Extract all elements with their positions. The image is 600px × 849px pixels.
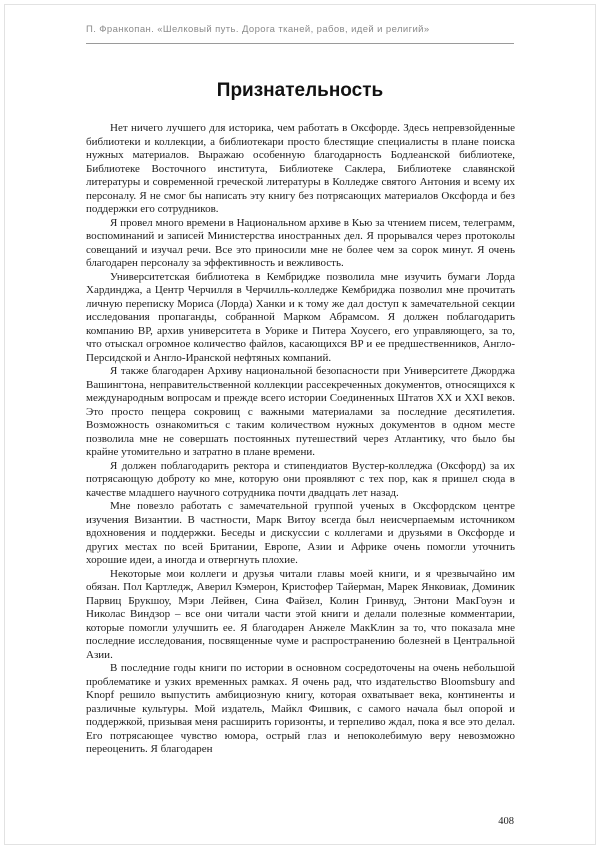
chapter-title: Признательность [216, 80, 384, 101]
page-number: 408 [498, 816, 514, 827]
paragraph-2: Я провел много времени в Национальном архиве в Кью за чтением писем, телеграмм, воспоминаний и записей Министерства иностранных дел. Я прорывался через протоколы совещаний и изучал речи. Все это приносили мне не более чем за сорок минут. Я очень благодарен персоналу за эффективность и вежливость. [86, 216, 515, 269]
header-rule [86, 43, 514, 44]
paragraph-3: Университетская библиотека в Кембридже позволила мне изучить бумаги Лорда Хардинджа, а Центр Черчилля в Черчилль-колледже Кембриджа позволил мне прочитать личную переписку Мориса (Лорда) Ханки и к тому же дал доступ к замечательной секции исследования пропаганды, собранной Марком Абрамсом. Я должен поблагодарить компанию BP, архив университета в Уорике и Питера Хоусего, его управляющего, за то, что отыскал огромное количество файлов, касающихся BP и ее предшественников, Англо-Персидской и Англо-Иранской нефтяных компаний. [86, 270, 515, 364]
paragraph-6: Мне повезло работать с замечательной группой ученых в Оксфордском центре изучения Византии. В частности, Марк Витоу всегда был неисчерпаемым источником вдохновения и поддержки. Беседы и дискуссии с коллегами и друзьями в Оксфорде и других местах по всей Британии, Европе, Азии и Африке очень помогли уточнить хорошие идеи, а иногда и отвергнуть плохие. [86, 500, 515, 566]
body-text [86, 122, 515, 757]
paragraph-5: Я должен поблагодарить ректора и стипендиатов Вустер-колледжа (Оксфорд) за их потрясающую доброту ко мне, которую они проявляют с тех пор, как я пришел сюда в качестве младшего научного сотрудника почти двадцать лет назад. [86, 459, 515, 499]
paragraph-1: Нет ничего лучшего для историка, чем работать в Оксфорде. Здесь непревзойденные библиотеки и коллекции, а библиотекари просто блестящие специалисты в плане поиска нужных материалов. Выражаю особенную благодарность Бодлеанской библиотеке, Библиотеке Восточного института, Библиотеке Саклера, Библиотеке славянской литературы и современной греческой литературы в Колледже святого Антония и всему их персоналу. Я не смог бы написать эту книгу без потрясающих материалов Оксфорда и без поддержки его сотрудников. [86, 122, 515, 215]
running-header: П. Франкопан. «Шелковый путь. Дорога тканей, рабов, идей и религий» [86, 24, 430, 35]
paragraph-4: Я также благодарен Архиву национальной безопасности при Университете Джорджа Вашингтона, неправительственной коллекции рассекреченных документов, относящихся к международным вопросам и прежде всего истории Соединенных Штатов XX и XXI веков. Это просто пещера сокровищ с важными материалами за последние десятилетия. Возможность ознакомиться с таким количеством нужных документов в одном месте позволила мне не совершать постоянных путешествий через Атлантику, что было бы крайне утомительно и затратно в плане времени. [86, 365, 515, 458]
paragraph-8: В последние годы книги по истории в основном сосредоточены на очень небольшой проблематике и узких временных рамках. Я очень рад, что издательство Bloomsbury and Knopf решило выпустить амбициозную книгу, которая охватывает века, континенты и различные культуры. Мой издатель, Майкл Фишвик, с самого начала был опорой и поддержкой, призывая меня расширить горизонты, и терпеливо ждал, пока я все это делал. Его потрясающее чувство юмора, острый глаз и непоколебимую веру невозможно переоценить. Я благодарен [86, 662, 515, 755]
paragraph-7: Некоторые мои коллеги и друзья читали главы моей книги, и я чрезвычайно им обязан. Пол Картледж, Аверил Кэмерон, Кристофер Тайерман, Марек Янковиак, Доминик Парвиц Брукшоу, Мэри Лейвен, Сина Файзел, Колин Гринвуд, Энтони МакГоуэн и Николас Виндзор – все они читали части этой книги и делали полезные комментарии, которые помогли улучшить ее. Я благодарен Анжеле МакКлин за то, что показала мне последние исследования, посвященные чуме и распространению болезней в Центральной Азии. [86, 567, 515, 661]
